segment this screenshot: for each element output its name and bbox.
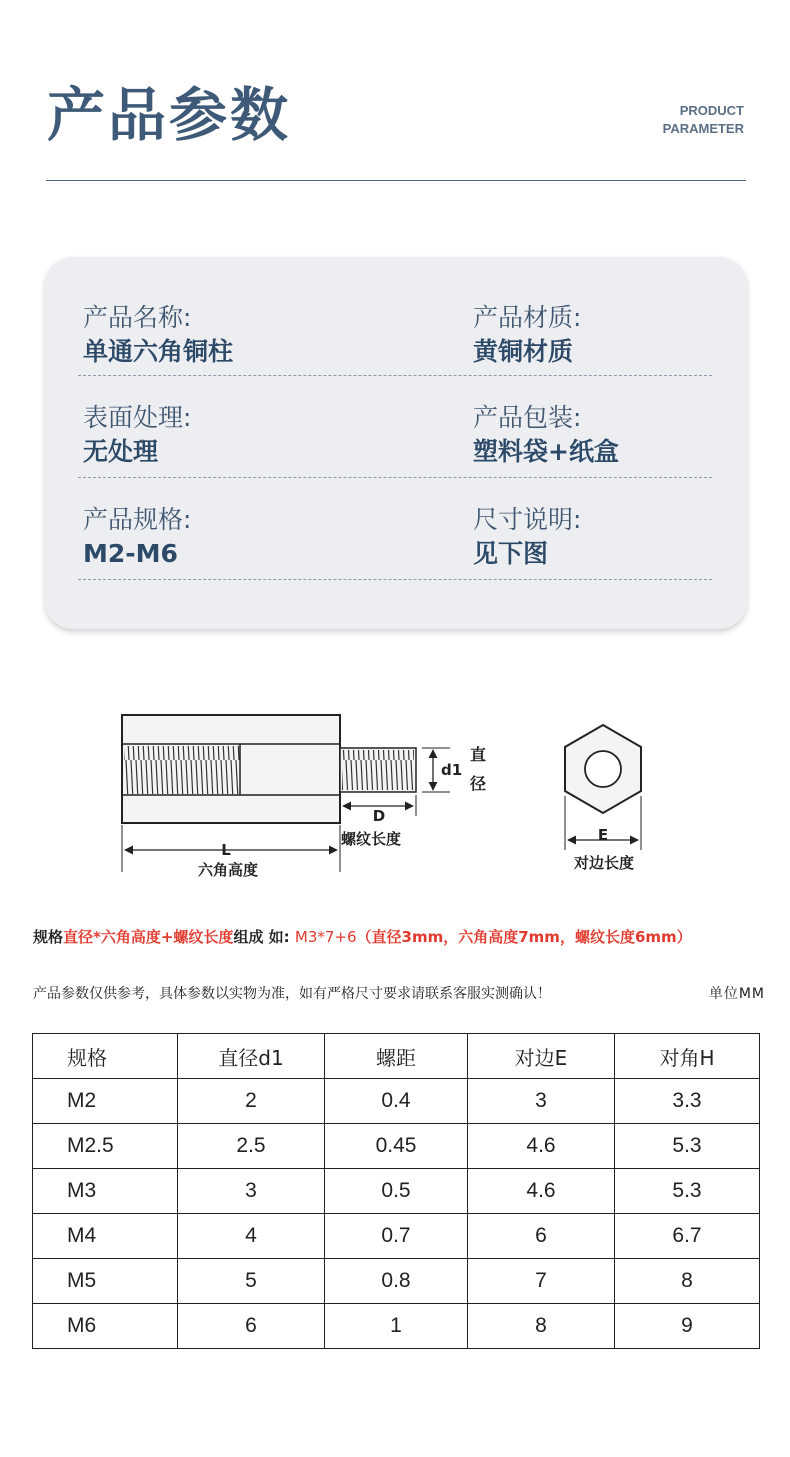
table-header-row <box>33 1034 760 1079</box>
across-flats-label: 对边长度 <box>573 854 635 872</box>
info-material <box>473 301 581 369</box>
d1-label: d1 <box>441 761 463 779</box>
disclaimer-note: 产品参数仅供参考，具体参数以实物为准，如有严格尺寸要求请联系客服实测确认！ <box>33 986 551 1002</box>
D-label: D <box>372 807 386 825</box>
table-row <box>33 1214 760 1259</box>
table-row <box>33 1259 760 1304</box>
formula-example-detail: （直径3mm，六角高度7mm，螺纹长度6mm） <box>356 928 692 946</box>
formula-part-2: 直径*六角高度+螺纹长度 <box>63 928 234 946</box>
table-cell: 2.5 <box>178 1124 325 1169</box>
table-cell: M2 <box>33 1079 178 1124</box>
table-cell: 0.7 <box>325 1214 468 1259</box>
table-cell: 0.4 <box>325 1079 468 1124</box>
table-cell: 5.3 <box>615 1124 760 1169</box>
table-cell: 6 <box>468 1214 615 1259</box>
info-surface <box>83 401 191 469</box>
info-divider <box>78 375 712 376</box>
subtitle-line-1: PRODUCT <box>679 103 744 118</box>
table-cell: 5 <box>178 1259 325 1304</box>
table-cell: 0.8 <box>325 1259 468 1304</box>
info-divider <box>78 477 712 478</box>
table-cell: 8 <box>615 1259 760 1304</box>
table-cell: 6 <box>178 1304 325 1349</box>
E-label: E <box>597 826 609 844</box>
info-product-name <box>83 301 233 369</box>
formula-example: M3*7+6 <box>294 928 357 946</box>
standoff-dimension-diagram <box>100 700 680 890</box>
thread-length-label: 螺纹长度 <box>340 830 402 848</box>
info-divider <box>78 579 712 580</box>
table-cell: 2 <box>178 1079 325 1124</box>
table-header: 规格 <box>33 1034 178 1079</box>
subtitle-line-2: PARAMETER <box>662 121 744 136</box>
table-cell: 7 <box>468 1259 615 1304</box>
info-label: 产品材质: <box>473 303 582 332</box>
formula-part-1: 规格 <box>33 928 64 946</box>
info-value: 见下图 <box>473 539 549 568</box>
product-info-card <box>45 257 747 629</box>
diameter-label-1: 直 <box>470 745 487 764</box>
info-value: 黄铜材质 <box>473 337 574 366</box>
page-subtitle <box>663 102 744 138</box>
table-cell: M5 <box>33 1259 178 1304</box>
info-value: M2-M6 <box>83 539 178 568</box>
info-packaging <box>473 401 619 469</box>
external-thread <box>342 750 414 790</box>
table-cell: 8 <box>468 1304 615 1349</box>
table-row <box>33 1124 760 1169</box>
table-cell: M4 <box>33 1214 178 1259</box>
table-header: 直径d1 <box>178 1034 325 1079</box>
info-value: 无处理 <box>83 437 159 466</box>
table-cell: M6 <box>33 1304 178 1349</box>
info-label: 产品名称: <box>83 303 192 332</box>
table-header: 对角H <box>615 1034 760 1079</box>
table-cell: 0.5 <box>325 1169 468 1214</box>
table-cell: 3 <box>468 1079 615 1124</box>
table-cell: 0.45 <box>325 1124 468 1169</box>
table-cell: M2.5 <box>33 1124 178 1169</box>
spec-formula <box>33 926 692 947</box>
table-row <box>33 1304 760 1349</box>
table-cell: 5.3 <box>615 1169 760 1214</box>
info-spec <box>83 503 191 571</box>
spec-table <box>32 1033 760 1349</box>
table-cell: M3 <box>33 1169 178 1214</box>
table-cell: 4.6 <box>468 1169 615 1214</box>
table-cell: 4.6 <box>468 1124 615 1169</box>
table-row <box>33 1169 760 1214</box>
diameter-label-2: 径 <box>470 774 487 793</box>
info-label: 尺寸说明: <box>473 505 582 534</box>
page-title: 产品参数 <box>47 81 292 149</box>
table-cell: 4 <box>178 1214 325 1259</box>
table-row <box>33 1079 760 1124</box>
header-divider <box>46 180 746 181</box>
info-label: 产品包装: <box>473 403 582 432</box>
table-header: 螺距 <box>325 1034 468 1079</box>
table-cell: 3 <box>178 1169 325 1214</box>
table-cell: 3.3 <box>615 1079 760 1124</box>
info-label: 产品规格: <box>83 505 192 534</box>
info-label: 表面处理: <box>83 403 192 432</box>
L-label: L <box>221 841 231 859</box>
unit-label: 单位MM <box>708 986 765 1002</box>
table-cell: 6.7 <box>615 1214 760 1259</box>
internal-thread <box>124 746 240 794</box>
hex-height-label: 六角高度 <box>197 861 259 879</box>
info-value: 塑料袋+纸盒 <box>473 437 619 466</box>
formula-part-3: 组成 如: <box>233 928 290 946</box>
info-size-note <box>473 503 581 571</box>
table-cell: 1 <box>325 1304 468 1349</box>
table-cell: 9 <box>615 1304 760 1349</box>
hex-bore <box>585 751 621 787</box>
info-value: 单通六角铜柱 <box>83 337 234 366</box>
table-header: 对边E <box>468 1034 615 1079</box>
